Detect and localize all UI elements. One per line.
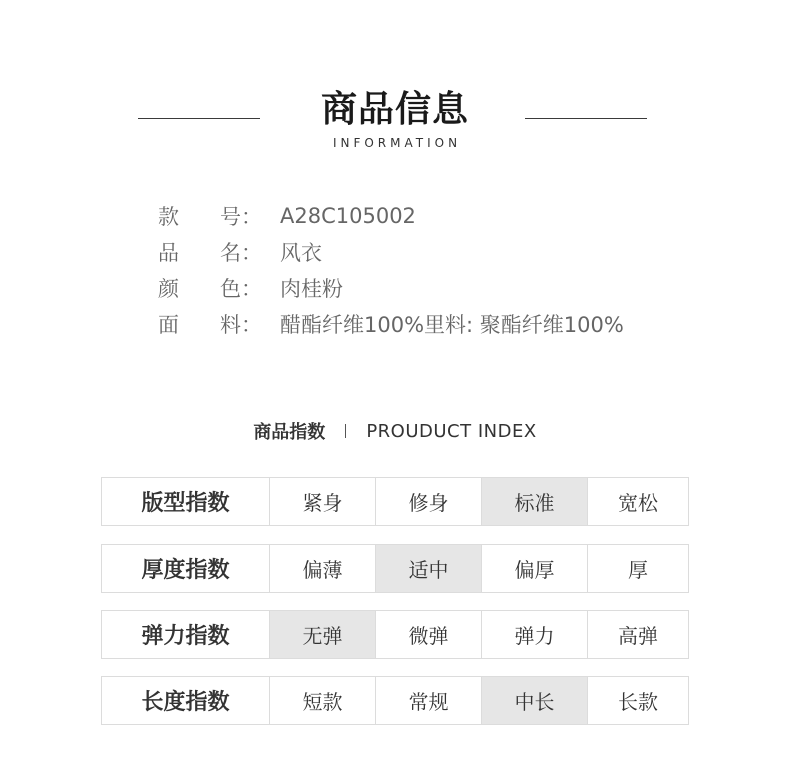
heading-separator <box>345 424 346 438</box>
info-value: 醋酯纤维100%里料: 聚酯纤维100% <box>280 313 624 337</box>
info-label-char: 款 <box>158 205 179 229</box>
index-heading-en: PROUDUCT INDEX <box>366 420 537 442</box>
index-option-selected: 适中 <box>376 545 482 592</box>
index-option: 弹力 <box>482 611 588 658</box>
product-info-list <box>158 198 624 342</box>
index-option: 修身 <box>376 478 482 525</box>
info-value: 风衣 <box>280 241 322 265</box>
info-row-color <box>158 270 624 306</box>
info-label-char: 号： <box>220 205 262 229</box>
section-subtitle: INFORMATION <box>332 136 462 150</box>
index-label: 长度指数 <box>102 677 270 724</box>
index-option: 偏厚 <box>482 545 588 592</box>
index-option: 长款 <box>618 690 658 714</box>
index-row-fit <box>101 477 689 526</box>
index-option: 常规 <box>376 677 482 724</box>
index-label: 版型指数 <box>102 478 270 525</box>
index-option: 紧身 <box>270 478 376 525</box>
index-option: 短款 <box>270 677 376 724</box>
index-heading-cn: 商品指数 <box>253 422 326 443</box>
index-row-elasticity <box>101 610 689 659</box>
info-label-char: 名： <box>220 241 262 265</box>
index-row-thickness <box>101 544 689 593</box>
index-option: 厚 <box>628 558 648 582</box>
info-label-char: 色： <box>220 277 262 301</box>
product-index-heading <box>0 418 790 444</box>
index-option: 高弹 <box>618 624 658 648</box>
index-option-selected: 中长 <box>482 677 588 724</box>
info-row-product-name <box>158 234 624 270</box>
index-label: 厚度指数 <box>102 545 270 592</box>
info-value: 肉桂粉 <box>280 277 343 301</box>
index-option-selected: 标准 <box>482 478 588 525</box>
index-option-selected: 无弹 <box>270 611 376 658</box>
info-row-style-number <box>158 198 624 234</box>
index-row-length <box>101 676 689 725</box>
index-option: 宽松 <box>618 491 658 515</box>
index-option: 微弹 <box>376 611 482 658</box>
section-title: 商品信息 <box>320 89 469 130</box>
index-label: 弹力指数 <box>102 611 270 658</box>
info-value: A28C105002 <box>280 204 416 228</box>
info-label-char: 面 <box>158 313 179 337</box>
index-option: 偏薄 <box>270 545 376 592</box>
info-row-material <box>158 306 624 342</box>
info-label-char: 料： <box>220 313 262 337</box>
info-label-char: 颜 <box>158 277 179 301</box>
info-label-char: 品 <box>158 241 179 265</box>
